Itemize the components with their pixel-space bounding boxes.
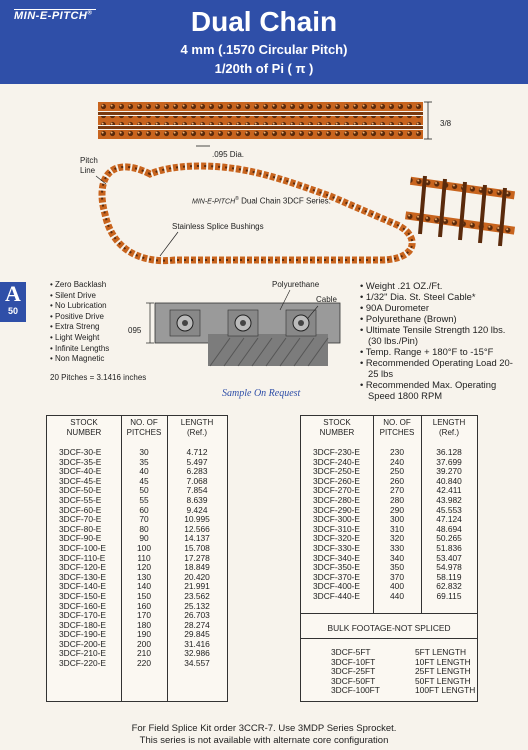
length-cell: 69.115 (436, 590, 462, 601)
table-row (301, 592, 477, 602)
length-cell: 40.840 (436, 475, 462, 486)
bulk-length-cell: 5FT LENGTH (415, 647, 467, 657)
stock-number-cell: 3DCF-270-E (313, 485, 361, 496)
stock-number-cell: 3DCF-60-E (59, 504, 102, 515)
length-cell: 8.639 (186, 494, 208, 505)
table-row (47, 659, 227, 669)
stock-table-right (300, 415, 478, 702)
length-cell: 47.124 (436, 514, 462, 525)
pitches-cell: 160 (137, 600, 151, 611)
length-cell: 29.845 (184, 629, 210, 640)
stock-number-cell: 3DCF-260-E (313, 475, 361, 486)
stock-number-cell: 3DCF-250-E (313, 466, 361, 477)
pitches-cell: 330 (390, 542, 404, 553)
length-cell: 51.836 (436, 542, 462, 553)
length-cell: 45.553 (436, 504, 462, 515)
pitches-cell: 170 (137, 610, 151, 621)
page-title: Dual Chain (190, 6, 338, 37)
pitches-cell: 250 (390, 466, 404, 477)
stock-number-cell: 3DCF-340-E (313, 552, 361, 563)
stock-number-cell: 3DCF-90-E (59, 533, 102, 544)
pitches-cell: 40 (139, 466, 149, 477)
pitches-cell: 350 (390, 562, 404, 573)
stock-number-cell: 3DCF-200-E (59, 638, 107, 649)
length-cell: 54.978 (436, 562, 462, 573)
chain-row-bottom (98, 130, 423, 139)
pitches-cell: 90 (139, 533, 149, 544)
pitch-subtitle: 4 mm (.1570 Circular Pitch) (180, 42, 348, 57)
bulk-footage-heading: BULK FOOTAGE-NOT SPLICED (327, 623, 451, 633)
length-cell: 12.566 (184, 523, 210, 534)
stock-number-cell: 3DCF-330-E (313, 542, 361, 553)
length-cell: 7.068 (186, 475, 208, 486)
splice-bushings-label: Stainless Splice Bushings (172, 222, 264, 231)
header-length: LENGTH (Ref.) (180, 418, 214, 437)
stock-number-cell: 3DCF-45-E (59, 475, 102, 486)
bulk-stock-cell: 3DCF-50FT (331, 675, 376, 686)
feature-list (50, 280, 109, 365)
spec-list (360, 280, 520, 401)
pitches-cell: 180 (137, 619, 151, 630)
pitches-cell: 200 (137, 638, 151, 649)
stock-number-cell: 3DCF-30-E (59, 447, 102, 457)
chain-row-middle (98, 116, 423, 125)
stock-number-cell: 3DCF-240-E (313, 456, 361, 467)
length-cell: 43.982 (436, 494, 462, 505)
chain-illustration (0, 84, 528, 274)
stock-number-cell: 3DCF-40-E (59, 466, 102, 477)
pitches-cell: 45 (139, 475, 149, 486)
stock-number-cell: 3DCF-280-E (313, 494, 361, 505)
stock-number-cell: 3DCF-50-E (59, 485, 102, 496)
pitches-cell: 140 (137, 581, 151, 592)
stock-number-cell: 3DCF-120-E (59, 562, 107, 573)
spec-item: • Weight .21 OZ./Ft. (360, 280, 520, 291)
pitches-cell: 400 (390, 581, 404, 592)
pitches-cell: 80 (139, 523, 149, 534)
stock-number-cell: 3DCF-180-E (59, 619, 107, 630)
section-tab (0, 282, 26, 322)
bulk-stock-cell: 3DCF-10FT (331, 656, 376, 667)
length-cell: 37.699 (436, 456, 462, 467)
pitches-cell: 260 (390, 475, 404, 486)
pitches-cell: 320 (390, 533, 404, 544)
length-cell: 4.712 (186, 447, 208, 457)
stock-number-cell: 3DCF-100-E (59, 542, 107, 553)
stock-number-cell: 3DCF-210-E (59, 648, 107, 659)
pitches-cell: 210 (137, 648, 151, 659)
dimension-095: 095 (128, 326, 142, 335)
bulk-row (301, 686, 477, 696)
page-number: 50 (7, 306, 18, 316)
length-cell: 36.128 (436, 447, 462, 457)
length-cell: 34.557 (184, 658, 210, 669)
pitches-cell: 280 (390, 494, 404, 505)
sample-watermark: Sample On Request (222, 388, 301, 399)
stock-number-cell: 3DCF-320-E (313, 533, 361, 544)
feature-item: • Infinite Lengths (50, 344, 109, 355)
chain-loop (102, 166, 412, 261)
stock-number-cell: 3DCF-310-E (313, 523, 361, 534)
pitches-cell: 220 (137, 658, 151, 669)
stock-number-cell: 3DCF-440-E (313, 590, 361, 601)
length-cell: 48.694 (436, 523, 462, 534)
spec-item: • Ultimate Tensile Strength 120 lbs. (30 lbs./Pin) (360, 324, 520, 346)
length-cell: 18.849 (184, 562, 210, 573)
bulk-length-cell: 100FT LENGTH (415, 685, 476, 696)
feature-item: • Light Weight (50, 333, 109, 344)
pitches-cell: 30 (139, 447, 149, 457)
stock-number-cell: 3DCF-130-E (59, 571, 107, 582)
length-cell: 31.416 (184, 638, 210, 649)
spec-item: • Recommended Max. Operating Speed 1800 RPM (360, 379, 520, 401)
polyurethane-label: Polyurethane (272, 280, 320, 289)
feature-item: • Non Magnetic (50, 354, 109, 365)
pitches-cell: 130 (137, 571, 151, 582)
pitches-cell: 240 (390, 456, 404, 467)
spec-item: • Recommended Operating Load 20-25 lbs (360, 357, 520, 379)
brand-logo: MIN-E-PITCH® (14, 10, 93, 22)
stock-number-cell: 3DCF-35-E (59, 456, 102, 467)
stock-table-left (46, 415, 228, 702)
stock-number-cell: 3DCF-370-E (313, 571, 361, 582)
pitches-cell: 290 (390, 504, 404, 515)
stock-number-cell: 3DCF-290-E (313, 504, 361, 515)
stock-number-cell: 3DCF-80-E (59, 523, 102, 534)
bulk-stock-cell: 3DCF-25FT (331, 666, 376, 677)
length-cell: 25.132 (184, 600, 210, 611)
bulk-length-cell: 50FT LENGTH (415, 675, 471, 686)
length-cell: 5.497 (186, 456, 208, 467)
stock-number-cell: 3DCF-170-E (59, 610, 107, 621)
cable-label: Cable (316, 295, 337, 304)
header-pitches: NO. OF PITCHES (379, 418, 415, 437)
bulk-footage-table (301, 648, 477, 696)
bulk-stock-cell: 3DCF-5FT (331, 647, 371, 657)
length-cell: 7.854 (186, 485, 208, 496)
bulk-length-cell: 25FT LENGTH (415, 666, 471, 677)
pitches-cell: 100 (137, 542, 151, 553)
dimension-3-8: 3/8 (440, 119, 452, 128)
pitches-cell: 50 (139, 485, 149, 496)
pitches-cell: 35 (139, 456, 149, 467)
stock-number-cell: 3DCF-110-E (59, 552, 106, 563)
length-cell: 9.424 (186, 504, 208, 515)
length-cell: 28.274 (184, 619, 210, 630)
stock-number-cell: 3DCF-140-E (59, 581, 107, 592)
pitches-cell: 110 (137, 552, 151, 563)
pitches-cell: 270 (390, 485, 404, 496)
pitches-cell: 190 (137, 629, 151, 640)
length-cell: 10.995 (184, 514, 210, 525)
length-cell: 23.562 (184, 590, 210, 601)
length-cell: 32.986 (184, 648, 210, 659)
pitches-cell: 230 (390, 447, 404, 457)
dual-chain-ladder (405, 176, 515, 246)
length-cell: 14.137 (184, 533, 210, 544)
length-cell: 26.703 (184, 610, 210, 621)
right-table-body (301, 448, 477, 602)
length-cell: 42.411 (436, 485, 462, 496)
chain-row-top (98, 102, 423, 111)
footer-note-core: This series is not available with alternate core configuration (139, 735, 389, 746)
length-cell: 17.278 (184, 552, 210, 563)
stock-number-cell: 3DCF-190-E (59, 629, 107, 640)
stock-number-cell: 3DCF-70-E (59, 514, 102, 525)
length-cell: 39.270 (436, 466, 462, 477)
length-cell: 50.265 (436, 533, 462, 544)
header-stock-number: STOCK NUMBER (66, 418, 102, 437)
spec-item: • Temp. Range + 180°F to -15°F (360, 346, 520, 357)
feature-item: • Silent Drive (50, 291, 109, 302)
stock-number-cell: 3DCF-350-E (313, 562, 361, 573)
length-cell: 6.283 (186, 466, 208, 477)
bulk-length-cell: 10FT LENGTH (415, 656, 471, 667)
length-cell: 20.420 (184, 571, 210, 582)
pitches-cell: 340 (390, 552, 404, 563)
chain-caption: MIN-E-PITCH® Dual Chain 3DCF Series. (192, 196, 331, 206)
length-cell: 53.407 (436, 552, 462, 563)
dimension-095-dia: .095 Dia. (212, 150, 245, 159)
stock-number-cell: 3DCF-220-E (59, 658, 107, 669)
pitches-cell: 370 (390, 571, 404, 582)
pitches-cell: 120 (137, 562, 151, 573)
feature-item: • No Lubrication (50, 301, 109, 312)
length-cell: 15.708 (184, 542, 210, 553)
footer-note-splice: For Field Splice Kit order 3CCR-7. Use 3MDP Series Sprocket. (131, 723, 397, 734)
pitches-cell: 150 (137, 590, 151, 601)
spec-item: • Polyurethane (Brown) (360, 313, 520, 324)
pi-subtitle: 1/20th of Pi ( π ) (214, 61, 314, 76)
stock-number-cell: 3DCF-160-E (59, 600, 107, 611)
length-cell: 62.832 (436, 581, 462, 592)
feature-item: • Extra Streng (50, 322, 109, 333)
pitches-cell: 440 (390, 590, 404, 601)
header-stock-number: STOCK NUMBER (319, 418, 355, 437)
length-cell: 21.991 (184, 581, 210, 592)
stock-number-cell: 3DCF-150-E (59, 590, 107, 601)
pitches-cell: 55 (139, 494, 149, 505)
length-cell: 58.119 (436, 571, 462, 582)
header-pitches: NO. OF PITCHES (126, 418, 162, 437)
pitch-line-label: Pitch Line (80, 156, 98, 175)
stock-number-cell: 3DCF-55-E (59, 494, 102, 505)
section-letter: A (5, 281, 21, 306)
header-length: LENGTH (Ref.) (432, 418, 466, 437)
spec-item: • 90A Durometer (360, 302, 520, 313)
pitches-cell: 60 (139, 504, 149, 515)
pitches-cell: 300 (390, 514, 404, 525)
stock-number-cell: 3DCF-230-E (313, 447, 361, 457)
bulk-stock-cell: 3DCF-100FT (331, 685, 380, 696)
stock-number-cell: 3DCF-400-E (313, 581, 361, 592)
feature-item: • Zero Backlash (50, 280, 109, 291)
feature-item: • Positive Drive (50, 312, 109, 323)
left-table-body (47, 448, 227, 669)
pitch-note: 20 Pitches = 3.1416 inches (50, 373, 147, 382)
spec-item: • 1/32" Dia. St. Steel Cable* (360, 291, 520, 302)
pitches-cell: 310 (390, 523, 404, 534)
stock-number-cell: 3DCF-300-E (313, 514, 361, 525)
pitches-cell: 70 (139, 514, 149, 525)
